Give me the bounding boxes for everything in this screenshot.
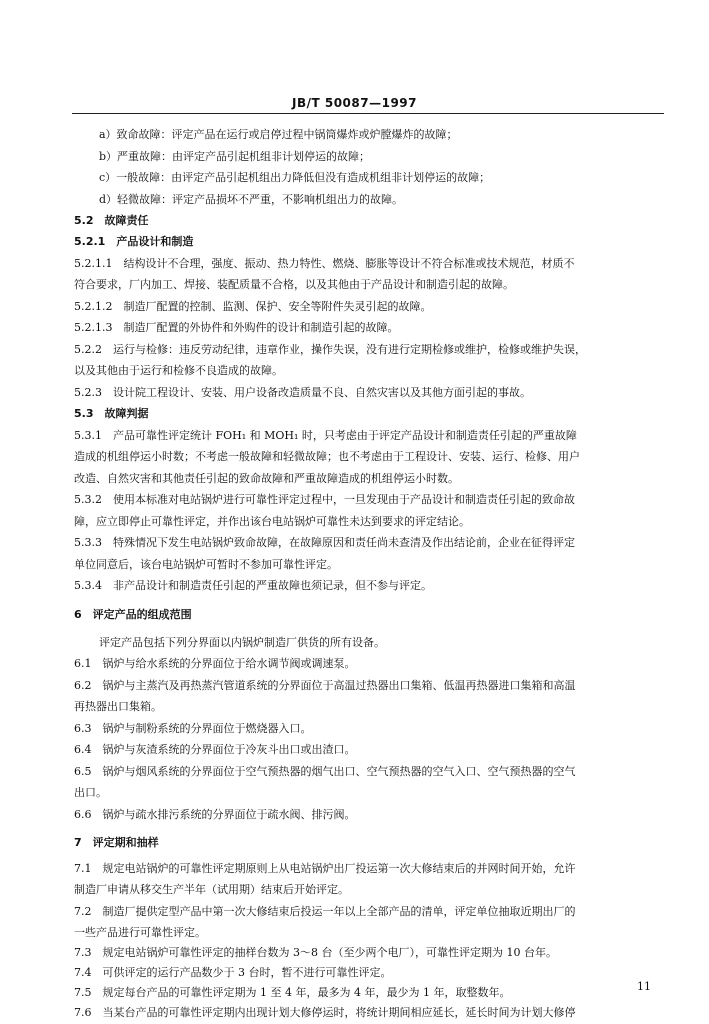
clause-7-4: 7.4 可供评定的运行产品数少于 3 台时，暂不进行可靠性评定。	[74, 966, 392, 979]
clause-7-1-line-2: 制造厂申请从移交生产半年（试用期）结束后开始评定。	[74, 883, 349, 896]
clause-6-2-line-1: 6.2 锅炉与主蒸汽及再热蒸汽管道系统的分界面位于高温过热器出口集箱、低温再热器进口集箱和高温	[74, 679, 576, 692]
page-number: 11	[637, 980, 651, 993]
clause-6-3: 6.3 锅炉与制粉系统的分界面位于燃烧器入口。	[74, 722, 312, 735]
fault-class-b: b）严重故障：由评定产品引起机组非计划停运的故障；	[99, 150, 371, 163]
section-6-heading: 6 评定产品的组成范围	[74, 608, 192, 621]
clause-5-3-2-line-1: 5.3.2 使用本标准对电站锅炉进行可靠性评定过程中，一旦发现由于产品设计和制造责任引起的致命故	[74, 493, 575, 506]
document-code-header: JB/T 50087—1997	[291, 96, 417, 110]
clause-7-2-line-2: 一些产品进行可靠性评定。	[74, 926, 206, 939]
section-5-2-1-heading: 5.2.1 产品设计和制造	[74, 235, 194, 248]
clause-5-2-1-3: 5.2.1.3 制造厂配置的外协件和外购件的设计和制造引起的故障。	[74, 321, 399, 334]
clause-6-1: 6.1 锅炉与给水系统的分界面位于给水调节阀或调速泵。	[74, 657, 356, 670]
clause-6-4: 6.4 锅炉与灰渣系统的分界面位于冷灰斗出口或出渣口。	[74, 743, 356, 756]
clause-5-3-1-line-1: 5.3.1 产品可靠性评定统计 FOH₁ 和 MOH₁ 时，只考虑由于评定产品设计和制造责任引起的严重故障	[74, 429, 577, 442]
fault-class-a: a）致命故障：评定产品在运行或启停过程中锅筒爆炸或炉膛爆炸的故障；	[99, 128, 458, 141]
clause-5-3-3-line-1: 5.3.3 特殊情况下发生电站锅炉致命故障，在故障原因和责任尚未查清及作出结论前，企业在征得评定	[74, 536, 575, 549]
clause-7-1-line-1: 7.1 规定电站锅炉的可靠性评定期原则上从电站锅炉出厂投运第一次大修结束后的并网时间开始，允许	[74, 862, 576, 875]
clause-5-3-1-line-2: 造成的机组停运小时数；不考虑一般故障和轻微故障；也不考虑由于工程设计、安装、运行、检修、用户	[74, 450, 580, 463]
clause-7-2-line-1: 7.2 制造厂提供定型产品中第一次大修结束后投运一年以上全部产品的清单，评定单位抽取近期出厂的	[74, 905, 576, 918]
clause-7-3: 7.3 规定电站锅炉可靠性评定的抽样台数为 3～8 台（至少两个电厂），可靠性评定期为 10 台年。	[74, 946, 557, 959]
clause-5-2-1-2: 5.2.1.2 制造厂配置的控制、监测、保护、安全等附件失灵引起的故障。	[74, 300, 432, 313]
clause-7-6-line-1: 7.6 当某台产品的可靠性评定期内出现计划大修停运时，将统计期间相应延长，延长时间为计划大修停	[74, 1006, 576, 1019]
header-rule	[72, 113, 664, 114]
clause-5-2-1-1-line-2: 符合要求，厂内加工、焊接、装配质量不合格，以及其他由于产品设计和制造引起的故障。	[74, 278, 514, 291]
fault-class-d: d）轻微故障：评定产品损坏不严重，不影响机组出力的故障。	[99, 193, 404, 206]
clause-5-3-2-line-2: 障，应立即停止可靠性评定，并作出该台电站锅炉可靠性未达到要求的评定结论。	[74, 515, 470, 528]
clause-5-3-3-line-2: 单位同意后，该台电站锅炉可暂时不参加可靠性评定。	[74, 558, 338, 571]
clause-6-2-line-2: 再热器出口集箱。	[74, 700, 162, 713]
section-7-heading: 7 评定期和抽样	[74, 836, 159, 849]
section-5-3-heading: 5.3 故障判据	[74, 407, 149, 420]
clause-5-2-1-1-line-1: 5.2.1.1 结构设计不合理，强度、振动、热力特性、燃烧、膨胀等设计不符合标准或技术规范，材质不	[74, 257, 575, 270]
clause-7-5: 7.5 规定每台产品的可靠性评定期为 1 至 4 年，最多为 4 年，最少为 1 年，取整数年。	[74, 986, 511, 999]
clause-6-6: 6.6 锅炉与疏水排污系统的分界面位于疏水阀、排污阀。	[74, 808, 356, 821]
fault-class-c: c）一般故障：由评定产品引起机组出力降低但没有造成机组非计划停运的故障；	[99, 171, 491, 184]
clause-5-3-4: 5.3.4 非产品设计和制造责任引起的严重故障也须记录，但不参与评定。	[74, 579, 432, 592]
clause-6-5-line-2: 出口。	[74, 786, 107, 799]
section-6-intro: 评定产品包括下列分界面以内锅炉制造厂供货的所有设备。	[99, 636, 385, 649]
clause-5-2-3: 5.2.3 设计院工程设计、安装、用户设备改造质量不良、自然灾害以及其他方面引起的事故。	[74, 386, 531, 399]
clause-5-3-1-line-3: 改造、自然灾害和其他责任引起的致命故障和严重故障造成的机组停运小时数。	[74, 472, 459, 485]
clause-5-2-2-line-1: 5.2.2 运行与检修：违反劳动纪律，违章作业，操作失误，没有进行定期检修或维护，检修或维护失误，	[74, 343, 586, 356]
clause-5-2-2-line-2: 以及其他由于运行和检修不良造成的故障。	[74, 364, 283, 377]
clause-6-5-line-1: 6.5 锅炉与烟风系统的分界面位于空气预热器的烟气出口、空气预热器的空气入口、空气预热器的空气	[74, 765, 576, 778]
section-5-2-heading: 5.2 故障责任	[74, 214, 149, 227]
